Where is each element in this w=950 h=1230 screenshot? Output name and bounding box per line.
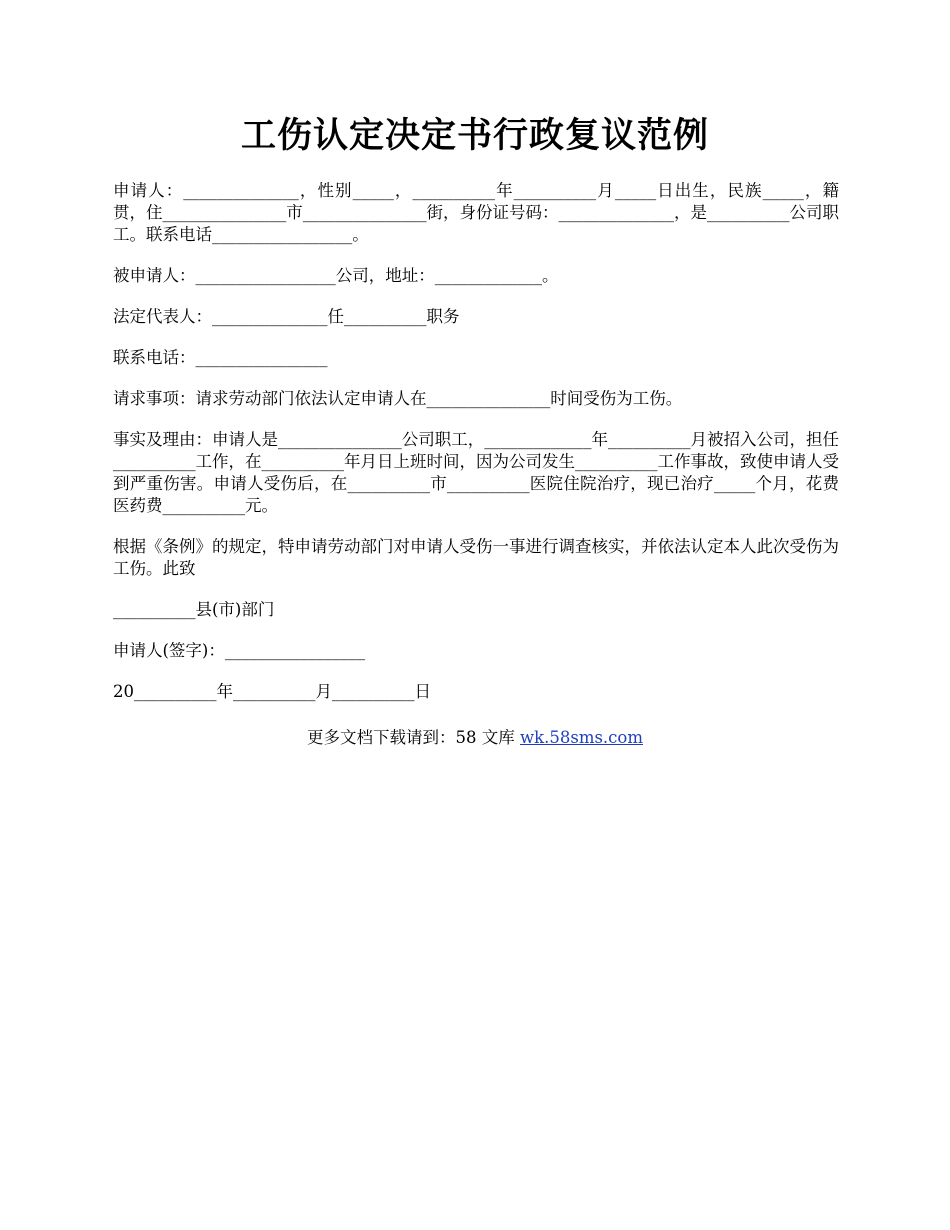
date-line: 20__________年__________月__________日 — [113, 682, 431, 701]
respondent-paragraph: 被申请人：_________________公司，地址：_____________。 — [113, 266, 559, 285]
download-footer — [0, 726, 950, 750]
document-title: 工伤认定决定书行政复议范例 — [240, 115, 709, 156]
applicant-info-paragraph: 申请人：______________，性别_____，__________年__________月_____日出生，民族_____，籍贯，住_______________市_______________街，身份证号码：______________，是__________公司职工。联系电话_________________。 — [113, 181, 839, 244]
facts-reasons-paragraph: 事实及理由：申请人是_______________公司职工，_____________年__________月被招入公司，担任__________工作，在__________年月日上班时间，因为公司发生__________工作事故，致使申请人受到严重伤害。申请人受伤后，在__________市__________医院住院治疗，现已治疗_____个月，花费医药费__________元。 — [113, 430, 839, 515]
footer-prefix-text: 更多文档下载请到：58 文库 — [306, 728, 520, 747]
footer-website-link[interactable]: wk.58sms.com — [519, 728, 643, 747]
recipient-department-line: __________县(市)部门 — [113, 600, 275, 619]
document-body — [113, 180, 839, 722]
request-paragraph: 请求事项：请求劳动部门依法认定申请人在_______________时间受伤为工伤。 — [113, 389, 683, 408]
signature-line: 申请人(签字)：_________________ — [113, 641, 366, 660]
basis-paragraph: 根据《条例》的规定，特申请劳动部门对申请人受伤一事进行调查核实，并依法认定本人此次受伤为工伤。此致 — [113, 537, 839, 578]
legal-representative-paragraph: 法定代表人：______________任__________职务 — [113, 307, 460, 326]
contact-phone-paragraph: 联系电话：________________ — [113, 348, 328, 367]
